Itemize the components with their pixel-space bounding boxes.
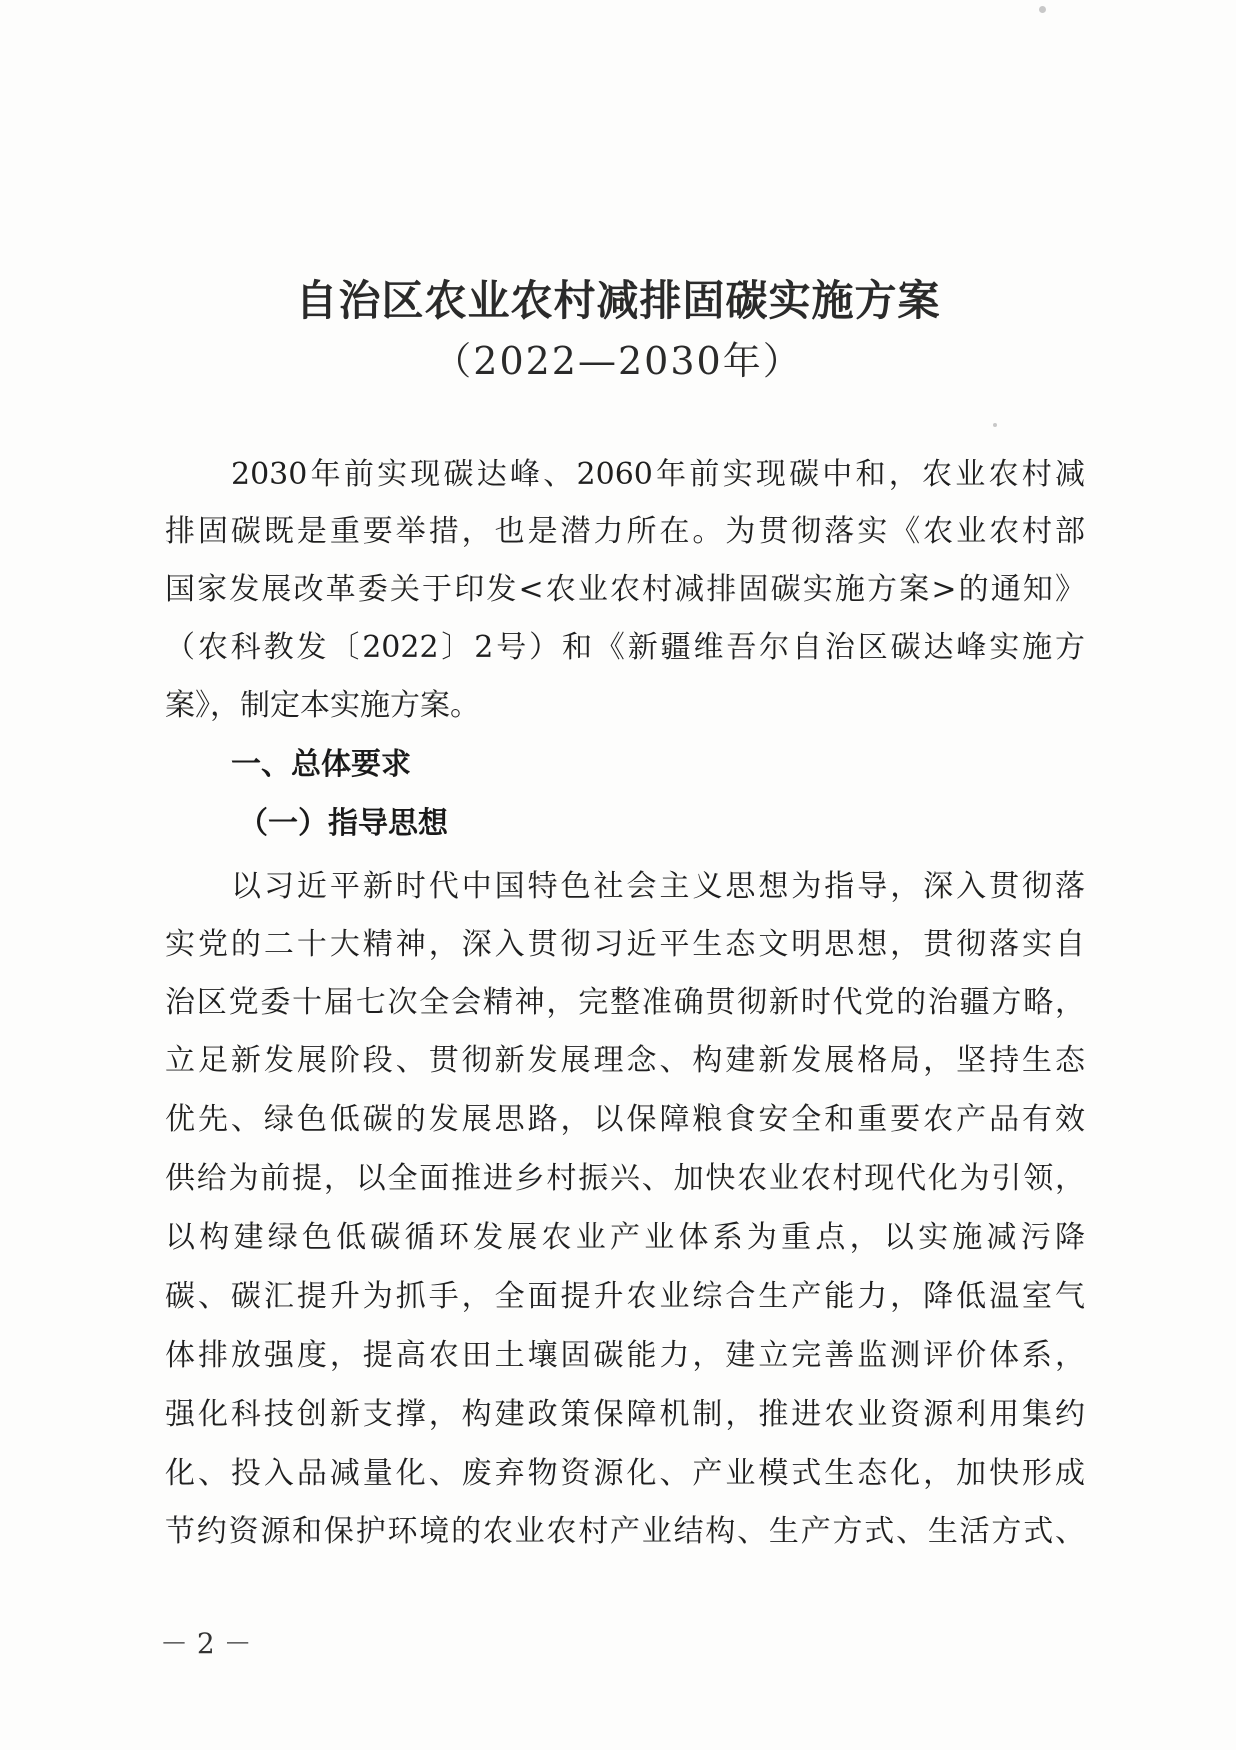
paragraph-line: 供给为前提，以全面推进乡村振兴、加快农业农村现代化为引领， [165, 1161, 1085, 1196]
document-title: 自治区农业农村减排固碳实施方案 [295, 276, 941, 325]
page-number: － 2 － [160, 1627, 252, 1660]
section-heading: 一、总体要求 [231, 747, 411, 782]
paragraph-line: 以构建绿色低碳循环发展农业产业体系为重点，以实施减污降 [165, 1220, 1085, 1255]
subsection-heading: （一）指导思想 [238, 806, 448, 841]
paragraph-line: 实党的二十大精神，深入贯彻习近平生态文明思想，贯彻落实自 [165, 927, 1085, 962]
paragraph-line: 节约资源和保护环境的农业农村产业结构、生产方式、生活方式、 [165, 1514, 1085, 1549]
paragraph-line: 体排放强度，提高农田土壤固碳能力，建立完善监测评价体系， [165, 1338, 1085, 1373]
paragraph-line: 案》，制定本实施方案。 [165, 688, 480, 723]
paragraph-line: 治区党委十届七次全会精神，完整准确贯彻新时代党的治疆方略， [165, 985, 1085, 1020]
paragraph-line: 排固碳既是重要举措，也是潜力所在。为贯彻落实《农业农村部 [165, 514, 1085, 549]
paragraph-line: 立足新发展阶段、贯彻新发展理念、构建新发展格局，坚持生态 [165, 1043, 1085, 1078]
paragraph-line: （农科教发〔2022〕2号）和《新疆维吾尔自治区碳达峰实施方 [165, 630, 1085, 665]
paragraph-line: 国家发展改革委关于印发<农业农村减排固碳实施方案>的通知》 [165, 572, 1085, 607]
paragraph-line: 以习近平新时代中国特色社会主义思想为指导，深入贯彻落 [231, 869, 1085, 904]
paragraph-line: 2030年前实现碳达峰、2060年前实现碳中和，农业农村减 [231, 457, 1085, 492]
paragraph-line: 化、投入品减量化、废弃物资源化、产业模式生态化，加快形成 [165, 1456, 1085, 1491]
paragraph-line: 强化科技创新支撑，构建政策保障机制，推进农业资源利用集约 [165, 1397, 1085, 1432]
scan-speck [993, 423, 997, 427]
paragraph-line: 优先、绿色低碳的发展思路，以保障粮食安全和重要农产品有效 [165, 1102, 1085, 1137]
paragraph-line: 碳、碳汇提升为抓手，全面提升农业综合生产能力，降低温室气 [165, 1279, 1085, 1314]
document-subtitle: （2022—2030年） [433, 339, 803, 383]
scan-speck [1039, 6, 1046, 13]
